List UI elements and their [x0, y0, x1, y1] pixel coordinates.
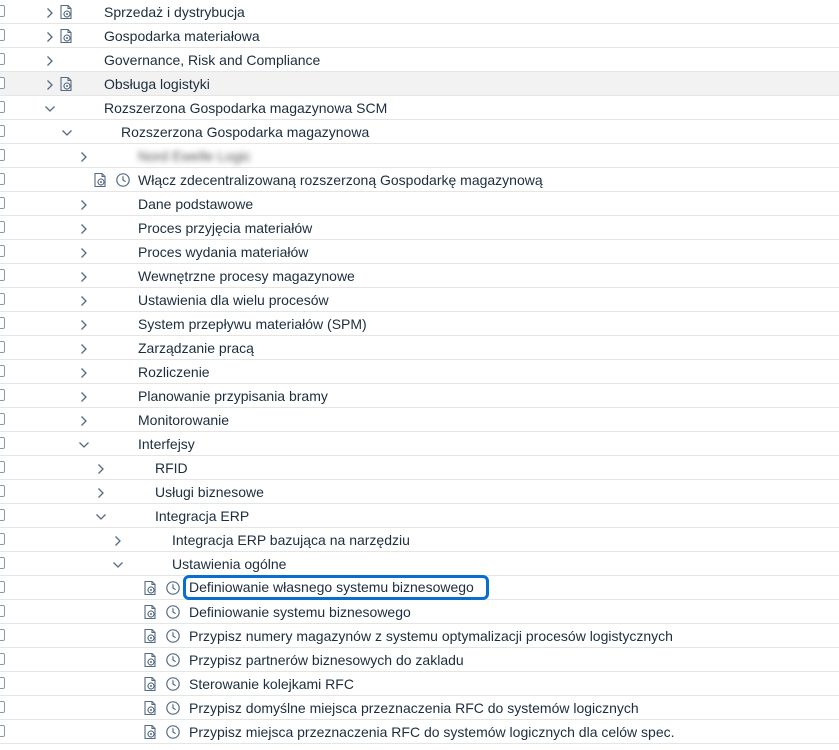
- tree-row[interactable]: [0, 360, 839, 384]
- row-checkbox[interactable]: [0, 437, 5, 449]
- row-checkbox[interactable]: [0, 197, 5, 209]
- tree-node-label[interactable]: Proces przyjęcia materiałów: [138, 220, 313, 236]
- row-checkbox[interactable]: [0, 221, 5, 233]
- clock-icon[interactable]: [165, 676, 181, 692]
- tree-node-label[interactable]: Integracja ERP bazująca na narzędziu: [172, 532, 410, 548]
- tree-row[interactable]: [0, 168, 839, 192]
- clock-icon[interactable]: [115, 172, 131, 188]
- tree-row[interactable]: [0, 0, 839, 24]
- row-checkbox[interactable]: [0, 317, 5, 329]
- tree-row[interactable]: [0, 480, 839, 504]
- row-checkbox[interactable]: [0, 77, 5, 89]
- tree-node-label[interactable]: Włącz zdecentralizowaną rozszerzoną Gospodarkę magazynową: [138, 172, 543, 188]
- row-checkbox[interactable]: [0, 533, 5, 545]
- chevron-down-icon[interactable]: [61, 126, 73, 138]
- row-checkbox[interactable]: [0, 365, 5, 377]
- tree-node-label[interactable]: Obsługa logistyki: [104, 76, 210, 92]
- chevron-right-icon[interactable]: [44, 30, 56, 42]
- selected-node-label[interactable]: Definiowanie własnego systemu biznesowego: [183, 575, 489, 600]
- tree-node-label[interactable]: Przypisz partnerów biznesowych do zakladu: [189, 652, 464, 668]
- tree-row[interactable]: [0, 240, 839, 264]
- tree-node-label[interactable]: Sprzedaż i dystrybucja: [104, 4, 245, 20]
- tree-node-label[interactable]: System przepływu materiałów (SPM): [138, 316, 367, 332]
- tree-row[interactable]: [0, 72, 839, 96]
- chevron-right-icon[interactable]: [95, 462, 107, 474]
- row-checkbox[interactable]: [0, 149, 5, 161]
- tree-node-label[interactable]: Interfejsy: [138, 436, 195, 452]
- chevron-right-icon[interactable]: [78, 270, 90, 282]
- chevron-right-icon[interactable]: [78, 318, 90, 330]
- tree-node-label[interactable]: Planowanie przypisania bramy: [138, 388, 328, 404]
- tree-node-label[interactable]: Zarządzanie pracą: [138, 340, 254, 356]
- row-checkbox[interactable]: [0, 725, 5, 737]
- chevron-right-icon[interactable]: [112, 534, 124, 546]
- chevron-right-icon[interactable]: [78, 294, 90, 306]
- tree-row[interactable]: [0, 696, 839, 720]
- chevron-right-icon[interactable]: [44, 54, 56, 66]
- row-checkbox[interactable]: [0, 509, 5, 521]
- tree-row[interactable]: [0, 672, 839, 696]
- tree-row[interactable]: [0, 192, 839, 216]
- documentation-icon[interactable]: [142, 580, 158, 596]
- row-checkbox[interactable]: [0, 269, 5, 281]
- documentation-icon[interactable]: [142, 676, 158, 692]
- documentation-icon[interactable]: [142, 700, 158, 716]
- row-checkbox[interactable]: [0, 389, 5, 401]
- documentation-icon[interactable]: [142, 604, 158, 620]
- tree-row[interactable]: [0, 528, 839, 552]
- tree-row[interactable]: [0, 432, 839, 456]
- clock-icon[interactable]: [165, 724, 181, 740]
- tree-row[interactable]: [0, 456, 839, 480]
- tree-row[interactable]: [0, 312, 839, 336]
- row-checkbox[interactable]: [0, 461, 5, 473]
- row-checkbox[interactable]: [0, 557, 5, 569]
- tree-row[interactable]: [0, 288, 839, 312]
- tree-row[interactable]: [0, 216, 839, 240]
- tree-row[interactable]: [0, 96, 839, 120]
- tree-node-label[interactable]: Rozliczenie: [138, 364, 210, 380]
- tree-node-label[interactable]: Ustawienia ogólne: [172, 556, 287, 572]
- tree-node-label[interactable]: Integracja ERP: [155, 508, 250, 524]
- tree-node-label[interactable]: Przypisz numery magazynów z systemu optymalizacji procesów logistycznych: [189, 628, 673, 644]
- row-checkbox[interactable]: [0, 341, 5, 353]
- chevron-down-icon[interactable]: [44, 102, 56, 114]
- tree-node-label[interactable]: Nord Ewelle Logic: [138, 148, 251, 164]
- tree-row[interactable]: [0, 552, 839, 576]
- tree-row[interactable]: [0, 408, 839, 432]
- tree-node-label[interactable]: Rozszerzona Gospodarka magazynowa: [121, 124, 370, 140]
- tree-row[interactable]: [0, 120, 839, 144]
- chevron-right-icon[interactable]: [78, 366, 90, 378]
- row-checkbox[interactable]: [0, 677, 5, 689]
- documentation-icon[interactable]: [142, 652, 158, 668]
- chevron-right-icon[interactable]: [78, 222, 90, 234]
- row-checkbox[interactable]: [0, 53, 5, 65]
- tree-row[interactable]: [0, 24, 839, 48]
- chevron-right-icon[interactable]: [95, 486, 107, 498]
- tree-node-label[interactable]: Ustawienia dla wielu procesów: [138, 292, 329, 308]
- chevron-right-icon[interactable]: [78, 246, 90, 258]
- tree-node-label[interactable]: Gospodarka materiałowa: [104, 28, 260, 44]
- clock-icon[interactable]: [165, 652, 181, 668]
- row-checkbox[interactable]: [0, 125, 5, 137]
- row-checkbox[interactable]: [0, 701, 5, 713]
- chevron-right-icon[interactable]: [78, 150, 90, 162]
- documentation-icon[interactable]: [58, 76, 74, 92]
- tree-node-label[interactable]: Wewnętrzne procesy magazynowe: [138, 268, 355, 284]
- tree-node-label[interactable]: Przypisz miejsca przeznaczenia RFC do systemów logicznych dla celów spec.: [189, 724, 675, 740]
- chevron-right-icon[interactable]: [78, 198, 90, 210]
- chevron-down-icon[interactable]: [78, 438, 90, 450]
- clock-icon[interactable]: [165, 604, 181, 620]
- tree-node-label[interactable]: Rozszerzona Gospodarka magazynowa SCM: [104, 100, 388, 116]
- tree-row[interactable]: [0, 648, 839, 672]
- chevron-down-icon[interactable]: [112, 558, 124, 570]
- tree-row[interactable]: [0, 48, 839, 72]
- tree-node-label[interactable]: Proces wydania materiałów: [138, 244, 309, 260]
- chevron-right-icon[interactable]: [44, 6, 56, 18]
- tree-row[interactable]: [0, 264, 839, 288]
- row-checkbox[interactable]: [0, 653, 5, 665]
- tree-row[interactable]: [0, 600, 839, 624]
- tree-row[interactable]: [0, 576, 839, 600]
- chevron-down-icon[interactable]: [95, 510, 107, 522]
- row-checkbox[interactable]: [0, 581, 5, 593]
- clock-icon[interactable]: [165, 580, 181, 596]
- documentation-icon[interactable]: [58, 4, 74, 20]
- tree-row[interactable]: [0, 624, 839, 648]
- tree-node-label[interactable]: Governance, Risk and Compliance: [104, 52, 321, 68]
- chevron-right-icon[interactable]: [78, 342, 90, 354]
- row-checkbox[interactable]: [0, 101, 5, 113]
- row-checkbox[interactable]: [0, 173, 5, 185]
- tree-node-label[interactable]: Monitorowanie: [138, 412, 230, 428]
- documentation-icon[interactable]: [58, 28, 74, 44]
- row-checkbox[interactable]: [0, 629, 5, 641]
- row-checkbox[interactable]: [0, 245, 5, 257]
- clock-icon[interactable]: [165, 628, 181, 644]
- tree-row[interactable]: [0, 504, 839, 528]
- documentation-icon[interactable]: [142, 628, 158, 644]
- tree-node-label[interactable]: RFID: [155, 460, 188, 476]
- clock-icon[interactable]: [165, 700, 181, 716]
- chevron-right-icon[interactable]: [44, 78, 56, 90]
- row-checkbox[interactable]: [0, 29, 5, 41]
- row-checkbox[interactable]: [0, 5, 5, 17]
- tree-row[interactable]: [0, 336, 839, 360]
- tree-node-label[interactable]: Definiowanie systemu biznesowego: [189, 604, 411, 620]
- tree-node-label[interactable]: Sterowanie kolejkami RFC: [189, 676, 354, 692]
- row-checkbox[interactable]: [0, 413, 5, 425]
- row-checkbox[interactable]: [0, 485, 5, 497]
- tree-node-label[interactable]: Przypisz domyślne miejsca przeznaczenia RFC do systemów logicznych: [189, 700, 639, 716]
- tree-row[interactable]: [0, 720, 839, 744]
- row-checkbox[interactable]: [0, 293, 5, 305]
- documentation-icon[interactable]: [142, 724, 158, 740]
- documentation-icon[interactable]: [92, 172, 108, 188]
- tree-row[interactable]: [0, 144, 839, 168]
- chevron-right-icon[interactable]: [78, 390, 90, 402]
- tree-node-label[interactable]: Usługi biznesowe: [155, 484, 264, 500]
- row-checkbox[interactable]: [0, 605, 5, 617]
- tree-node-label[interactable]: Dane podstawowe: [138, 196, 254, 212]
- chevron-right-icon[interactable]: [78, 414, 90, 426]
- tree-row[interactable]: [0, 384, 839, 408]
